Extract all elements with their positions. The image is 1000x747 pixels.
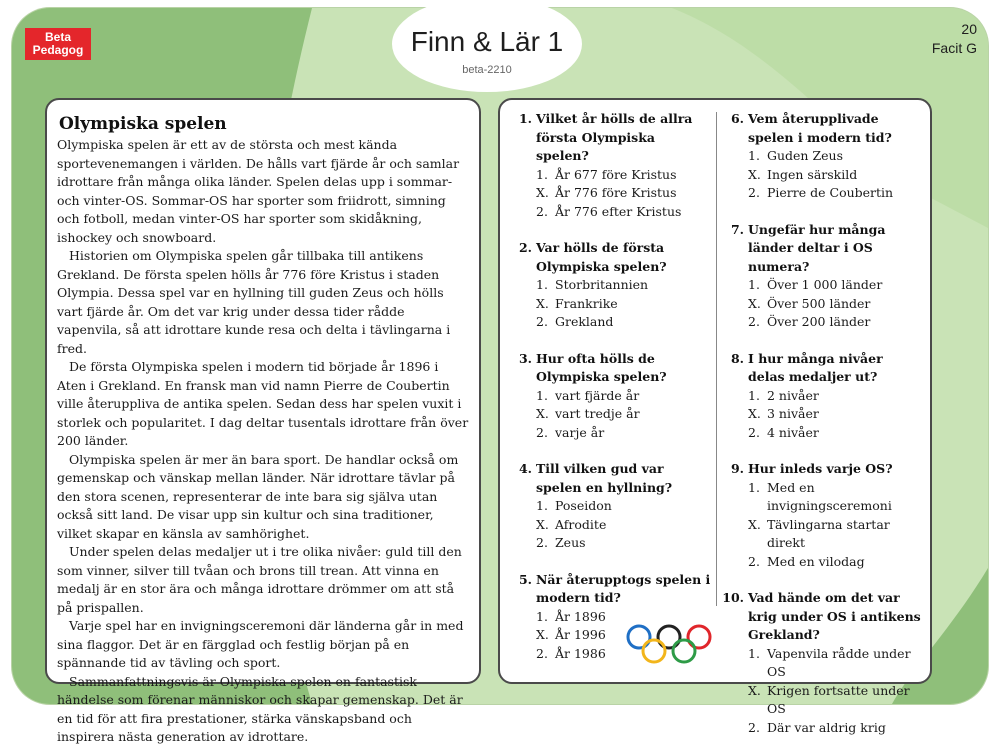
option-key: 2. (536, 645, 548, 661)
questions-panel (498, 98, 932, 735)
option-key: 1. (536, 608, 548, 624)
question-1 (506, 110, 711, 221)
option-key: X. (748, 406, 761, 421)
question-number: 5. (518, 571, 532, 587)
option-text: År 677 före Kristus (555, 166, 677, 182)
ring-yellow-icon (643, 640, 665, 662)
option-key: 1. (536, 277, 548, 292)
option-key: 2. (536, 203, 548, 219)
question-8 (718, 350, 923, 443)
question-label: Vad hände om det var krig under OS i antikens Grekland? (748, 590, 921, 642)
article-panel (45, 98, 481, 744)
option-text: Frankrike (555, 295, 618, 311)
option-key: X. (536, 185, 549, 200)
article-title: Olympiska spelen (59, 114, 227, 134)
article-paragraph: Varje spel har en invigningsceremoni där länderna går in med sina flaggor. Det är en färgglad och festlig början på en spännande tid av tävling och sport. (57, 618, 464, 670)
question-number: 10. (722, 590, 744, 605)
option-key: 1. (748, 645, 760, 661)
option-text: vart fjärde år (555, 387, 640, 403)
option-text: Där var aldrig krig (767, 719, 886, 735)
article-paragraph: De första Olympiska spelen i modern tid började år 1896 i Aten i Grekland. En fransk man vid namn Pierre de Coubertin ville återuppliva de antika spelen. Sedan dess har spelen vuxit i storlek och popularitet. I dag deltar tusentals idrottare från över 200 länder. (57, 359, 469, 448)
question-label: I hur många nivåer delas medaljer ut? (748, 350, 883, 384)
option-text: vart tredje år (555, 406, 640, 421)
answer-option (718, 313, 923, 332)
option-key: 2. (536, 535, 548, 550)
question-2 (506, 239, 711, 332)
option-key: X. (536, 516, 549, 532)
option-text: Pierre de Coubertin (767, 185, 894, 200)
option-text: Ingen särskild (767, 166, 858, 182)
questions-column-right (718, 110, 923, 737)
option-text: varje år (555, 424, 605, 440)
beta-pedagog-logo (25, 28, 91, 60)
option-text: Storbritannien (555, 277, 649, 292)
answer-option (506, 184, 711, 203)
page-title: Finn & Lär 1 (410, 26, 564, 57)
option-text: Vapenvila rådde under OS (767, 645, 911, 679)
question-label: Ungefär hur många länder deltar i OS numera? (748, 221, 886, 274)
answer-option (718, 516, 923, 553)
option-key: 1. (748, 387, 760, 403)
question-text (718, 350, 923, 387)
option-key: X. (536, 295, 549, 311)
option-key: X. (536, 406, 549, 421)
option-key: X. (748, 682, 761, 698)
page-number: 20 (961, 21, 977, 37)
question-label: Vem återupplivade spelen i modern tid? (748, 111, 892, 145)
question-text (506, 110, 711, 166)
option-text: År 1986 (555, 645, 606, 661)
question-label: Hur inleds varje OS? (748, 461, 893, 476)
question-7 (718, 221, 923, 332)
question-label: Hur ofta hölls de Olympiska spelen? (536, 350, 667, 384)
answer-option (718, 553, 923, 572)
question-number: 2. (518, 240, 532, 255)
option-text: Över 500 länder (767, 295, 871, 311)
answer-option (718, 295, 923, 314)
option-key: 1. (536, 498, 548, 513)
question-label: Till vilken gud var spelen en hyllning? (536, 461, 673, 495)
question-number: 8. (730, 350, 744, 366)
questions-column-left (506, 110, 711, 663)
option-text: Med en vilodag (767, 553, 865, 569)
option-text: Över 200 länder (767, 314, 871, 329)
question-6 (718, 110, 923, 203)
option-key: X. (748, 166, 761, 182)
olympic-rings-icon (626, 624, 712, 666)
option-text: Afrodite (555, 516, 607, 532)
question-3 (506, 350, 711, 443)
answer-option (506, 405, 711, 424)
option-key: X. (748, 516, 761, 532)
article-paragraph: Historien om Olympiska spelen går tillbaka till antikens Grekland. De första spelen hölls år 776 före Kristus i staden Olympia. Dessa spel var en hyllning till guden Zeus och hölls vart fjärde år. Om det var krig under dessa tider rådde vapenvila, så att idrottare kunde resa och delta i tävlingarna i fred. (57, 248, 451, 356)
option-text: Med en invigningsceremoni (767, 479, 892, 513)
answer-option (506, 424, 711, 443)
question-text (718, 589, 923, 645)
question-number: 1. (518, 111, 532, 126)
column-divider (716, 112, 717, 606)
answer-option (718, 184, 923, 203)
question-label: Var hölls de första Olympiska spelen? (536, 240, 667, 274)
answer-option (506, 313, 711, 332)
option-key: 1. (536, 387, 548, 403)
option-text: Poseidon (555, 498, 612, 513)
article-paragraph: Sammanfattningsvis är Olympiska spelen en fantastisk händelse som förenar människor och skapar gemenskap. Det är en tid för att fira prestationer, stärka vänskapsband och inspirera nästa generation av idrottare. (57, 673, 463, 744)
answer-option (506, 497, 711, 516)
answer-option (718, 719, 923, 738)
option-key: 2. (748, 314, 760, 329)
option-text: Tävlingarna startar direkt (767, 516, 890, 550)
question-text (718, 221, 923, 277)
question-number: 4. (518, 461, 532, 476)
option-key: 2. (748, 185, 760, 200)
answer-option (506, 276, 711, 295)
answer-option (718, 147, 923, 166)
question-number: 6. (730, 111, 744, 126)
option-text: Över 1 000 länder (767, 277, 883, 292)
question-text (718, 460, 923, 479)
question-number: 9. (730, 461, 744, 476)
option-text: Grekland (555, 314, 614, 329)
option-text: 3 nivåer (767, 406, 819, 421)
option-text: 4 nivåer (767, 424, 819, 440)
answer-option (718, 682, 923, 719)
question-text (718, 110, 923, 147)
option-key: 2. (536, 314, 548, 329)
page-info (932, 20, 977, 58)
option-key: X. (536, 627, 549, 642)
question-label: Vilket år hölls de allra första Olympiska spelen? (536, 111, 693, 163)
option-key: 2. (536, 424, 548, 440)
question-text (506, 350, 711, 387)
ring-green-icon (673, 640, 695, 662)
product-code: beta-2210 (462, 64, 512, 76)
logo-line-1: Beta (44, 30, 71, 44)
option-key: 2. (748, 553, 760, 569)
question-label: När återupptogs spelen i modern tid? (536, 571, 711, 605)
answer-option (506, 534, 711, 553)
option-key: 1. (536, 166, 548, 182)
answer-option (506, 387, 711, 406)
facit-label: Facit G (931, 40, 977, 56)
article-paragraph: Olympiska spelen är mer än bara sport. De handlar också om gemenskap och vänskap mellan länder. När idrottare tävlar på den stora scenen, representerar de inte bara sig själva utan också sitt land. De visar upp sin kultur och sina traditioner, vilket skapar en känsla av samhörighet. (57, 451, 459, 541)
option-text: År 1996 (555, 627, 606, 642)
option-text: År 776 efter Kristus (555, 203, 682, 219)
option-key: 1. (748, 148, 760, 163)
answer-option (718, 424, 923, 443)
answer-option (718, 387, 923, 406)
answer-option (506, 203, 711, 222)
article-paragraph: Under spelen delas medaljer ut i tre olika nivåer: guld till den som vinner, silver till tvåan och brons till trean. Att vinna en medalj är en stor ära och många idrottare drömmer om att stå på prispallen. (57, 544, 462, 615)
logo-line-2: Pedagog (32, 43, 84, 57)
option-text: Zeus (555, 535, 586, 550)
answer-option (718, 479, 923, 516)
option-key: 1. (748, 277, 760, 292)
option-text: Krigen fortsatte under OS (767, 682, 910, 716)
option-key: 2. (748, 424, 760, 440)
option-text: År 1896 (555, 608, 606, 624)
question-number: 3. (518, 350, 532, 366)
article-paragraph: Olympiska spelen är ett av de största och mest kända sportevenemangen i världen. De hålls vart fjärde år och samlar idrottare från många olika länder. Spelen delas upp i sommar- och vinter-OS. Sommar-OS har sporter som friidrott, simning och fotboll, medan vinter-OS har sporter som skidåkning, ishockey och snowboard. (57, 137, 460, 245)
option-text: Guden Zeus (767, 148, 844, 163)
answer-option (506, 516, 711, 535)
answer-option (718, 405, 923, 424)
option-text: År 776 före Kristus (555, 185, 677, 200)
answer-option (506, 295, 711, 314)
answer-option (718, 276, 923, 295)
answer-option (718, 166, 923, 185)
option-key: 2. (748, 719, 760, 735)
question-text (506, 571, 711, 608)
option-text: 2 nivåer (767, 387, 819, 403)
question-text (506, 239, 711, 276)
option-key: 1. (748, 479, 760, 495)
answer-option (506, 166, 711, 185)
question-text (506, 460, 711, 497)
option-key: X. (748, 295, 761, 311)
question-9 (718, 460, 923, 571)
answer-option (718, 645, 923, 682)
question-number: 7. (730, 221, 744, 237)
question-4 (506, 460, 711, 553)
